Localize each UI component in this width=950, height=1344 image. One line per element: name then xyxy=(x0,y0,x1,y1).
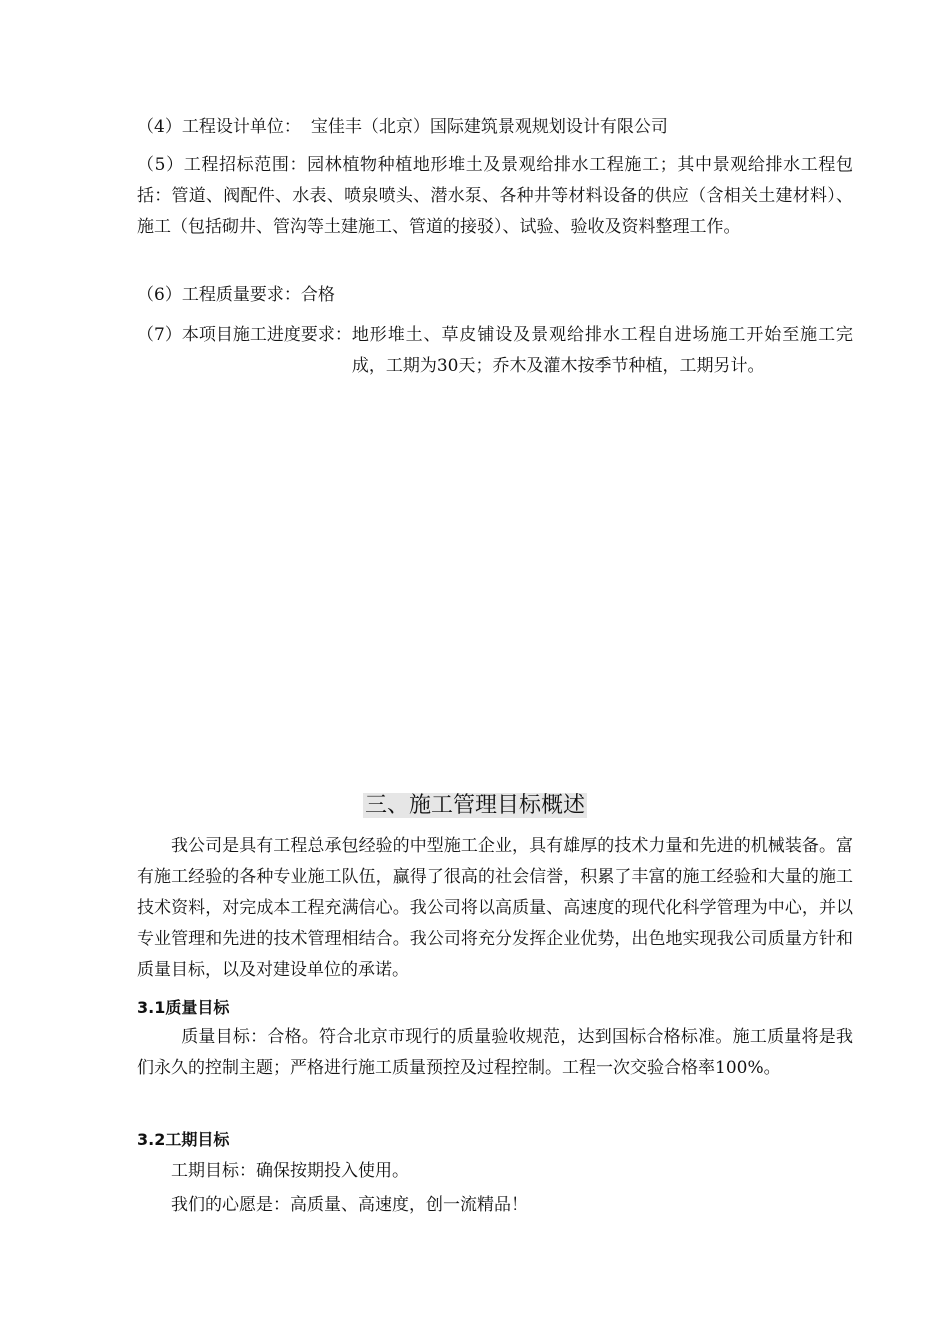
design-unit-value: 宝佳丰（北京）国际建筑景观规划设计有限公司 xyxy=(310,117,668,137)
subheading-schedule-target: 3.2工期目标 xyxy=(137,1130,230,1149)
item-schedule-requirement xyxy=(137,320,853,382)
schedule-value: 地形堆土、草皮铺设及景观给排水工程自进场施工开始至施工完成，工期为30天；乔木及灌木按季节种植，工期另计。 xyxy=(351,325,853,376)
subheading-quality-target: 3.1质量目标 xyxy=(137,998,230,1017)
design-unit-label: （4）工程设计单位： xyxy=(137,117,301,137)
item-bid-scope: （5）工程招标范围：园林植物种植地形堆土及景观给排水工程施工；其中景观给排水工程包括：管道、阀配件、水表、喷泉喷头、潜水泵、各种井等材料设备的供应（含相关土建材料）、施工（包括砌井、管沟等土建施工、管道的接驳）、试验、验收及资料整理工作。 xyxy=(137,155,853,237)
section-intro-paragraph: 我公司是具有工程总承包经验的中型施工企业，具有雄厚的技术力量和先进的机械装备。富有施工经验的各种专业施工队伍，赢得了很高的社会信誉，积累了丰富的施工经验和大量的施工技术资料，对完成本工程充满信心。我公司将以高质量、高速度的现代化科学管理为中心，并以专业管理和先进的技术管理相结合。我公司将充分发挥企业优势，出色地实现我公司质量方针和质量目标，以及对建设单位的承诺。 xyxy=(137,836,853,980)
section-heading xyxy=(0,788,950,824)
item-design-unit xyxy=(137,112,853,143)
schedule-label: （7）本项目施工进度要求： xyxy=(137,325,352,345)
section-title: 三、施工管理目标概述 xyxy=(364,793,585,818)
wish-paragraph: 我们的心愿是：高质量、高速度，创一流精品！ xyxy=(171,1195,528,1215)
schedule-target-paragraph: 工期目标：确保按期投入使用。 xyxy=(171,1161,409,1181)
item-quality-requirement: （6）工程质量要求：合格 xyxy=(137,285,335,305)
quality-target-paragraph: 质量目标：合格。符合北京市现行的质量验收规范，达到国标合格标准。施工质量将是我们永久的控制主题；严格进行施工质量预控及过程控制。工程一次交验合格率100%。 xyxy=(137,1027,853,1078)
